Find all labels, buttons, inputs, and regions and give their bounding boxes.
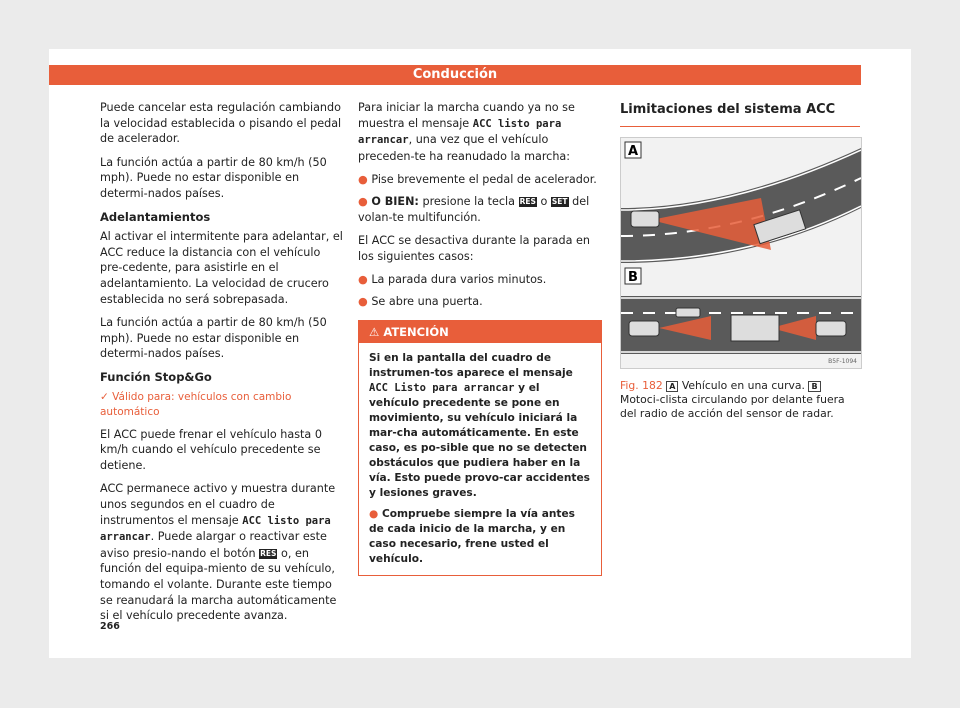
list-text: del volan-te multifunción. bbox=[358, 194, 590, 224]
bullet-icon: ● bbox=[369, 507, 382, 520]
subheading-stop-go: Función Stop&Go bbox=[100, 369, 212, 384]
display-message: ACC listo para arrancar bbox=[100, 514, 331, 544]
res-key-icon: RES bbox=[260, 548, 277, 558]
text: ACC permanece activo y muestra durante unos segundos en el cuadro de instrumentos el mensaje bbox=[100, 482, 336, 527]
warning-triangle-icon: ⚠ bbox=[369, 324, 384, 339]
subheading-adelantamientos: Adelantamientos bbox=[100, 209, 211, 224]
warning-title: ATENCIÓN bbox=[383, 324, 449, 339]
figure-number: Fig. 182 bbox=[620, 378, 663, 392]
warning-body bbox=[359, 343, 601, 575]
list-lead: O BIEN: bbox=[371, 194, 419, 208]
display-message: ACC listo para arrancar bbox=[358, 117, 562, 147]
page-number: 266 bbox=[100, 621, 120, 632]
car-own-curve bbox=[631, 211, 659, 227]
checkmark-icon: ✓ bbox=[100, 390, 113, 403]
paragraph: La función actúa a partir de 80 km/h (50 mph). Puede no estar disponible en determi-nados países. bbox=[100, 316, 327, 361]
warning-bullet bbox=[369, 507, 591, 567]
paragraph bbox=[100, 481, 346, 623]
text: Compruebe siempre la vía antes de cada inicio de la marcha, y en caso necesario, frene usted el vehículo. bbox=[369, 507, 575, 565]
car-ahead bbox=[816, 321, 846, 336]
car-own-straight bbox=[629, 321, 659, 336]
figure-code: B5F-1094 bbox=[828, 357, 857, 365]
caption-text: Motoci-clista circulando por delante fuera del radio de acción del sensor de radar. bbox=[620, 392, 845, 420]
motorcycle bbox=[676, 308, 700, 317]
paragraph: El ACC puede frenar el vehículo hasta 0 km/h cuando el vehículo precedente se detiene. bbox=[100, 427, 322, 472]
list-text: Se abre una puerta. bbox=[371, 294, 483, 308]
set-key-icon: SET bbox=[551, 196, 568, 206]
bullet-icon: ● bbox=[358, 173, 372, 187]
paragraph: El ACC se desactiva durante la parada en los siguientes casos: bbox=[358, 234, 590, 263]
list-item bbox=[358, 272, 602, 288]
caption-text: Vehículo en una curva. bbox=[681, 378, 805, 392]
res-key-icon: RES bbox=[519, 196, 536, 206]
list-item bbox=[358, 194, 602, 225]
warning-header bbox=[359, 321, 601, 343]
truck-straight bbox=[731, 315, 779, 341]
section-title: Limitaciones del sistema ACC bbox=[620, 102, 860, 127]
list-item bbox=[358, 294, 602, 310]
paragraph: Al activar el intermitente para adelantar, el ACC reduce la distancia con el vehículo pre-cedente, para asistirle en el adelantamiento. La velocidad de crucero establecida no será sobrepasada. bbox=[100, 230, 343, 306]
list-text: presione la tecla bbox=[422, 194, 516, 208]
figure-acc-limits bbox=[620, 137, 862, 369]
paragraph: La función actúa a partir de 80 km/h (50 mph). Puede no estar disponible en determi-nados países. bbox=[100, 155, 327, 200]
figure-label-b: B bbox=[628, 269, 638, 285]
column-middle bbox=[358, 100, 602, 576]
column-left bbox=[100, 100, 346, 632]
list-text: La parada dura varios minutos. bbox=[371, 273, 547, 287]
validity-text: Válido para: vehículos con cambio automático bbox=[100, 390, 292, 419]
warning-box bbox=[358, 320, 602, 576]
acc-illustration bbox=[621, 138, 861, 368]
caption-label-a: A bbox=[666, 381, 678, 392]
list-text: o bbox=[540, 194, 548, 208]
text: Si en la pantalla del cuadro de instrumen-tos aparece el mensaje bbox=[369, 351, 573, 379]
warning-text bbox=[369, 351, 591, 501]
paragraph: Puede cancelar esta regulación cambiando la velocidad establecida o pisando el pedal de acelerador. bbox=[100, 101, 342, 146]
text: Para iniciar la marcha cuando ya no se muestra el mensaje bbox=[358, 101, 575, 130]
bullet-icon: ● bbox=[358, 194, 372, 208]
list-item bbox=[358, 172, 602, 188]
text: o, en función del equipa-miento de su vehículo, tomando el volante. Durante este tiempo se reanudará la marcha automáticamente si el vehículo precedente avanza. bbox=[100, 546, 337, 623]
column-right bbox=[620, 100, 860, 421]
display-message: ACC Listo para arrancar bbox=[369, 381, 515, 394]
section-header: Conducción bbox=[49, 65, 861, 85]
list-text: Pise brevemente el pedal de acelerador. bbox=[371, 173, 597, 187]
paragraph bbox=[358, 100, 602, 164]
bullet-icon: ● bbox=[358, 273, 372, 287]
text: , una vez que el vehículo preceden-te ha reanudado la marcha: bbox=[358, 133, 571, 163]
text: y el vehículo precedente se pone en movimiento, su vehículo iniciará la mar-cha automáticamente. En este caso, es po-sible que no se detecten obstáculos que pudiera haber en la vía. Esto puede provo-car accidentes y lesiones graves. bbox=[369, 381, 590, 499]
bullet-icon: ● bbox=[358, 294, 372, 308]
figure-label-a: A bbox=[627, 143, 639, 159]
figure-caption bbox=[620, 379, 860, 421]
caption-label-b: B bbox=[808, 381, 820, 392]
validity-note bbox=[100, 390, 346, 421]
text: . Puede alargar o reactivar este aviso presio-nando el botón bbox=[100, 530, 327, 560]
